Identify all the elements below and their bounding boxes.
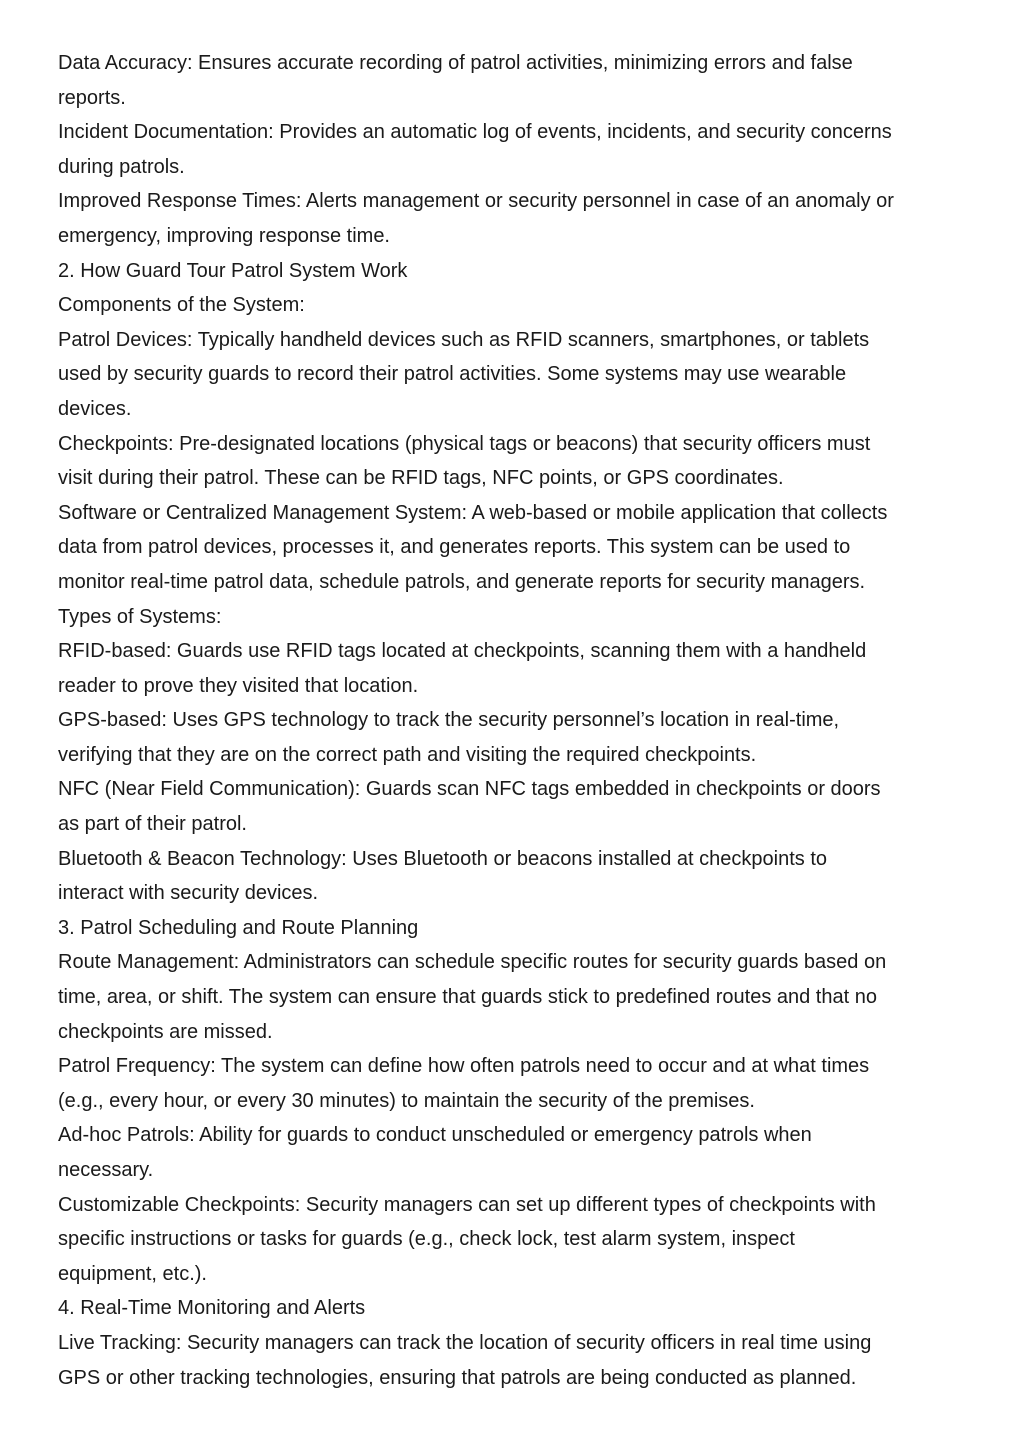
text-line: interact with security devices. — [58, 882, 319, 905]
text-line: specific instructions or tasks for guards (e.g., check lock, test alarm system, inspect — [58, 1228, 795, 1251]
section-heading-patrol-scheduling — [58, 911, 988, 946]
paragraph-incident-documentation — [58, 115, 988, 184]
paragraph-customizable-checkpoints — [58, 1188, 988, 1292]
text-line: as part of their patrol. — [58, 813, 247, 836]
text-line: GPS-based: Uses GPS technology to track the security personnel’s location in real-time, — [58, 709, 840, 732]
section-heading-real-time-monitoring — [58, 1291, 988, 1326]
paragraph-live-tracking — [58, 1326, 988, 1395]
paragraph-patrol-frequency — [58, 1049, 988, 1118]
text-line: 2. How Guard Tour Patrol System Work — [58, 259, 408, 282]
paragraph-management-system — [58, 496, 988, 600]
section-heading-how-it-works — [58, 254, 988, 289]
text-line: data from patrol devices, processes it, and generates reports. This system can be used to — [58, 536, 851, 559]
paragraph-bluetooth-beacon — [58, 842, 988, 911]
text-line: used by security guards to record their patrol activities. Some systems may use wearable — [58, 363, 847, 386]
text-line: Ad-hoc Patrols: Ability for guards to conduct unscheduled or emergency patrols when — [58, 1124, 812, 1147]
text-line: devices. — [58, 397, 132, 420]
text-line: reports. — [58, 86, 126, 109]
text-line: (e.g., every hour, or every 30 minutes) to maintain the security of the premises. — [58, 1089, 755, 1112]
text-line: Improved Response Times: Alerts management or security personnel in case of an anomaly or — [58, 190, 894, 213]
paragraph-data-accuracy — [58, 46, 988, 115]
text-line: verifying that they are on the correct path and visiting the required checkpoints. — [58, 743, 757, 766]
text-line: visit during their patrol. These can be RFID tags, NFC points, or GPS coordinates. — [58, 467, 784, 490]
text-line: monitor real-time patrol data, schedule patrols, and generate reports for security managers. — [58, 570, 866, 593]
text-line: Checkpoints: Pre-designated locations (physical tags or beacons) that security officers must — [58, 432, 871, 455]
paragraph-patrol-devices — [58, 323, 988, 427]
text-line: Route Management: Administrators can schedule specific routes for security guards based on — [58, 951, 887, 974]
text-line: Live Tracking: Security managers can track the location of security officers in real time using — [58, 1331, 872, 1354]
text-line: GPS or other tracking technologies, ensuring that patrols are being conducted as planned. — [58, 1366, 857, 1389]
paragraph-nfc — [58, 772, 988, 841]
subheading-components — [58, 288, 988, 323]
text-line: time, area, or shift. The system can ensure that guards stick to predefined routes and that no — [58, 986, 877, 1009]
text-line: Software or Centralized Management System: A web-based or mobile application that collects — [58, 501, 888, 524]
text-line: checkpoints are missed. — [58, 1020, 273, 1043]
text-line: Patrol Devices: Typically handheld devices such as RFID scanners, smartphones, or tablets — [58, 328, 870, 351]
text-line: RFID-based: Guards use RFID tags located at checkpoints, scanning them with a handheld — [58, 640, 867, 663]
text-line: during patrols. — [58, 155, 185, 178]
text-line: Data Accuracy: Ensures accurate recording of patrol activities, minimizing errors and false — [58, 52, 853, 74]
text-line: reader to prove they visited that location. — [58, 674, 419, 697]
subheading-types-of-systems — [58, 600, 988, 635]
text-line: NFC (Near Field Communication): Guards scan NFC tags embedded in checkpoints or doors — [58, 778, 881, 801]
paragraph-checkpoints — [58, 427, 988, 496]
text-line: Incident Documentation: Provides an automatic log of events, incidents, and security concerns — [58, 121, 892, 144]
document-page — [58, 46, 988, 1395]
text-line: 4. Real-Time Monitoring and Alerts — [58, 1297, 366, 1320]
text-line: emergency, improving response time. — [58, 224, 390, 247]
text-line: Bluetooth & Beacon Technology: Uses Bluetooth or beacons installed at checkpoints to — [58, 847, 828, 870]
text-line: Components of the System: — [58, 294, 305, 317]
text-line: equipment, etc.). — [58, 1262, 207, 1285]
paragraph-ad-hoc-patrols — [58, 1118, 988, 1187]
text-line: Patrol Frequency: The system can define how often patrols need to occur and at what times — [58, 1055, 870, 1078]
text-line: necessary. — [58, 1159, 154, 1181]
paragraph-gps-based — [58, 703, 988, 772]
text-line: Types of Systems: — [58, 605, 222, 628]
paragraph-route-management — [58, 945, 988, 1049]
paragraph-rfid-based — [58, 634, 988, 703]
text-line: Customizable Checkpoints: Security managers can set up different types of checkpoints with — [58, 1193, 876, 1216]
text-line: 3. Patrol Scheduling and Route Planning — [58, 916, 419, 939]
paragraph-improved-response-times — [58, 184, 988, 253]
